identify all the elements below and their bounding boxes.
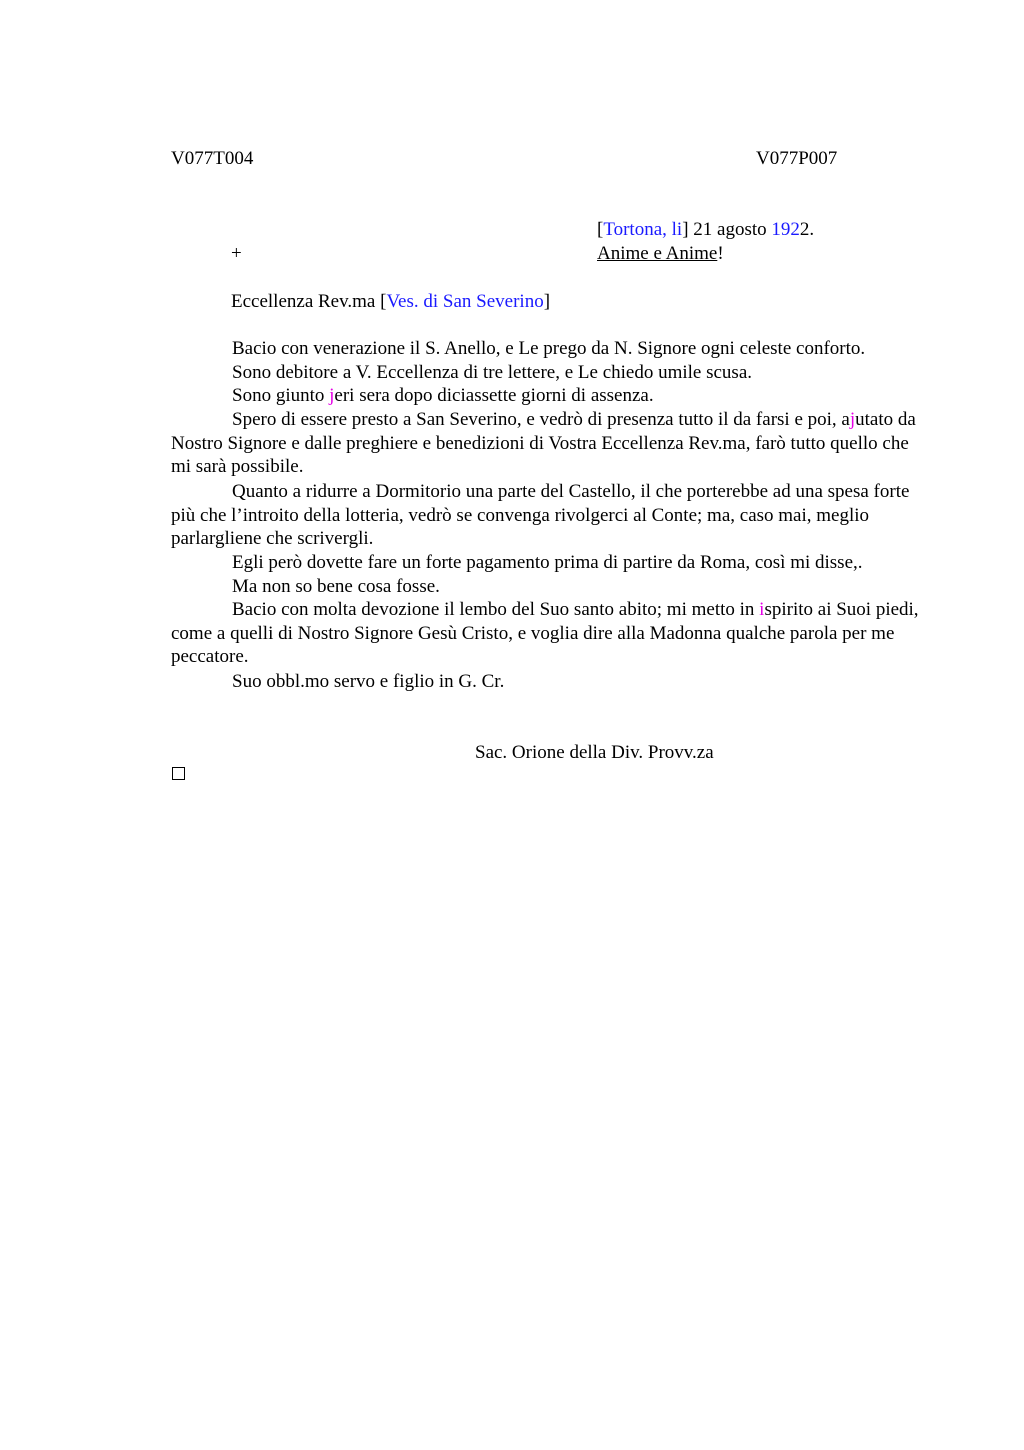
motto — [597, 242, 724, 266]
paragraph-8 — [171, 598, 931, 669]
paragraph-4-text-a: Spero di essere presto a San Severino, e vedrò di presenza tutto il da farsi e poi, a — [232, 409, 850, 430]
document-code-right: V077P007 — [756, 148, 838, 169]
paragraph-4-variant-j: j — [849, 409, 856, 430]
dateline-year-orig: 2 — [799, 219, 810, 240]
document-code-left: V077T004 — [171, 148, 254, 169]
paragraph-1: Bacio con venerazione il S. Anello, e Le prego da N. Signore ogni celeste conforto. — [232, 338, 866, 359]
paragraph-2: Sono debitore a V. Eccellenza di tre lettere, e Le chiedo umile scusa. — [232, 362, 753, 383]
closing-formula: Suo obbl.mo servo e figlio in G. Cr. — [232, 671, 505, 692]
paragraph-3-text-a: Sono giunto — [232, 385, 330, 406]
paragraph-8-text-b: spirito ai Suoi piedi, come a quelli di Nostro Signore Gesù Cristo, e voglia dire alla Madonna qualche parola per me peccatore. — [171, 599, 919, 668]
salutation-open-bracket: [ — [380, 291, 387, 312]
paragraph-4 — [171, 408, 931, 479]
salutation-close-bracket: ] — [543, 291, 551, 312]
dateline — [597, 218, 814, 242]
dateline-year-added: 192 — [771, 219, 800, 240]
paragraph-4-text-b: utato da Nostro Signore e dalle preghiere e benedizioni di Vostra Eccellenza Rev.ma, farò tutto quello che mi sarà possibile. — [171, 409, 916, 478]
dateline-open-bracket: [ — [597, 219, 604, 240]
motto-text: Anime e Anime — [597, 243, 718, 264]
dateline-close-bracket: ] — [682, 219, 689, 240]
paragraph-8-text-a: Bacio con molta devozione il lembo del Suo santo abito; mi metto in — [232, 599, 760, 620]
dateline-period: . — [809, 219, 815, 240]
salutation-recipient: Ves. di San Severino — [386, 291, 544, 312]
paragraph-8-variant-i: i — [759, 599, 765, 620]
square-symbol — [172, 767, 185, 780]
paragraph-3-text-b: eri sera dopo diciassette giorni di assenza. — [334, 385, 654, 406]
cross-symbol: + — [231, 243, 242, 264]
paragraph-5: Quanto a ridurre a Dormitorio una parte del Castello, il che porterebbe ad una spesa forte più che l’introito della lotteria, vedrò se convenga rivolgerci al Conte; ma, caso mai, meglio parlargliene che scrivergli. — [171, 481, 910, 550]
paragraph-7: Ma non so bene cosa fosse. — [232, 576, 440, 597]
motto-exclam: ! — [717, 243, 724, 264]
paragraph-3 — [171, 384, 931, 408]
salutation — [231, 290, 550, 314]
signature: Sac. Orione della Div. Provv.za — [475, 742, 714, 763]
paragraph-6: Egli però dovette fare un forte pagamento prima di partire da Roma, così mi disse,. — [232, 552, 863, 573]
salutation-title: Eccellenza Rev.ma — [231, 291, 381, 312]
dateline-place: Tortona, li — [603, 219, 683, 240]
paragraph-3-variant-j: j — [329, 385, 335, 406]
dateline-day-month: 21 agosto — [688, 219, 772, 240]
